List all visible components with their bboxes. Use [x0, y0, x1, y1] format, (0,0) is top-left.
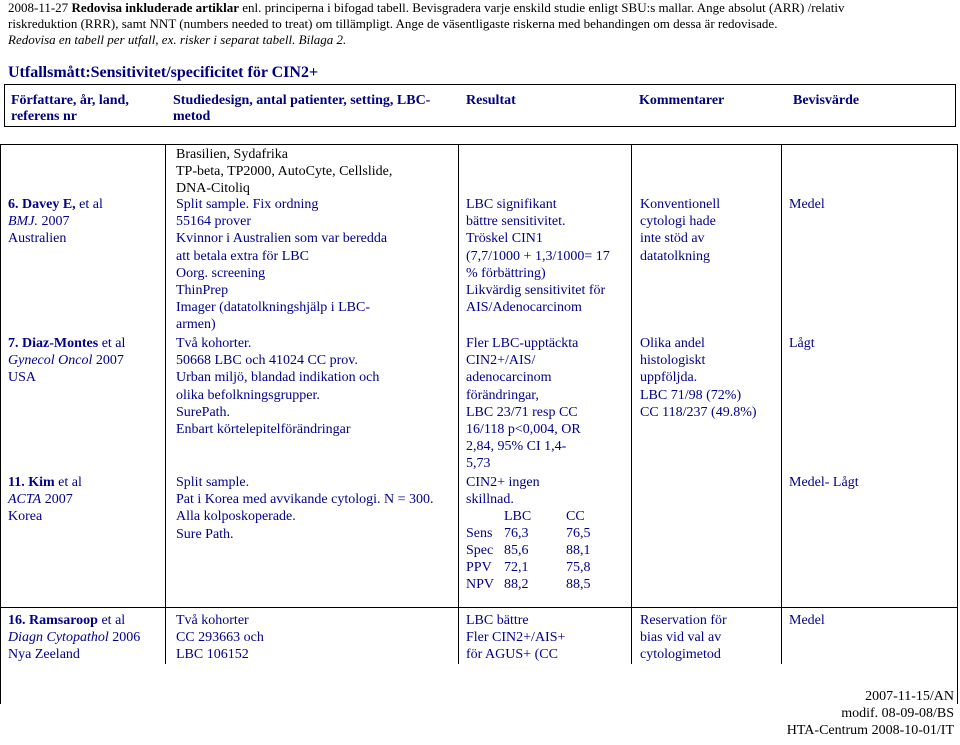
result-line: bättre sensitivitet.: [466, 214, 566, 230]
row-kim-author: [8, 474, 82, 526]
author-etal: et al: [98, 336, 126, 351]
result-line: adenocarcinom: [466, 370, 552, 386]
comment-line: Konventionell: [640, 197, 721, 212]
table-header: [4, 84, 956, 127]
row-davey-evidence: [789, 196, 825, 213]
author-etal: et al: [97, 613, 126, 628]
stats-cell: LBC: [504, 509, 532, 525]
header-comments: Kommentarer: [639, 93, 725, 108]
stats-cell: 88,2: [504, 577, 529, 593]
design-line: Split sample. Fix ordning: [176, 197, 319, 212]
stats-cell: 72,1: [504, 560, 529, 576]
top-design-l1: Brasilien, Sydafrika: [176, 147, 288, 162]
stats-cell: 88,1: [566, 543, 591, 559]
author-journal: BMJ.: [8, 214, 38, 230]
intro-line-3: Redovisa en tabell per utfall, ex. risker i separat tabell. Bilaga 2.: [8, 32, 347, 47]
author-country: Korea: [8, 509, 43, 525]
top-design-l3: DNA-Citoliq: [176, 181, 250, 197]
design-line: Kvinnor i Australien som var beredda: [176, 231, 388, 247]
result-line: för AGUS+ (CC: [466, 647, 558, 663]
row-ramsaroop-evidence: [789, 612, 825, 629]
header-design: [173, 93, 430, 125]
col-border-1: [165, 144, 166, 664]
design-line: armen): [176, 317, 216, 333]
comment-line: bias vid val av: [640, 630, 722, 646]
result-line: CIN2+ ingen: [466, 475, 540, 490]
design-line: 55164 prover: [176, 214, 252, 230]
comment-line: Olika andel: [640, 336, 705, 351]
row-diaz-comments: [640, 335, 757, 421]
result-line: Fler CIN2+/AIS+: [466, 630, 566, 646]
author-journal: Diagn Cytopathol: [8, 630, 109, 646]
stats-cell: NPV: [466, 577, 495, 593]
stats-cell: 76,5: [566, 526, 591, 542]
table-top-border: [0, 144, 958, 145]
header-result: Resultat: [466, 93, 516, 108]
author-country: USA: [8, 370, 37, 386]
row-ramsaroop-result: [466, 612, 565, 664]
header-authors-l2: referens nr: [11, 109, 77, 124]
author-num: 16. Ramsaroop: [8, 613, 98, 628]
col-border-0: [0, 144, 1, 704]
intro-bold: Redovisa inkluderade artiklar: [71, 0, 240, 15]
result-line: förändringar,: [466, 387, 539, 403]
comment-line: CC 118/237 (49.8%): [640, 404, 757, 420]
author-year: 2007: [37, 214, 70, 230]
row-davey-result: [466, 196, 610, 316]
design-line: Pat i Korea med avvikande cytologi. N = 300.: [176, 492, 434, 508]
result-line: Fler LBC-upptäckta: [466, 336, 579, 351]
comment-line: cytologi hade: [640, 214, 716, 230]
author-etal: et al: [75, 197, 103, 212]
author-year: 2006: [108, 630, 141, 646]
intro-line-1: [8, 0, 952, 16]
stats-cell: Sens: [466, 526, 493, 542]
design-line: Två kohorter: [176, 613, 249, 628]
design-line: 50668 LBC och 41024 CC prov.: [176, 353, 358, 369]
intro-date: 2008-11-27: [8, 0, 69, 15]
result-line: 5,73: [466, 456, 491, 472]
footer-line-2: modif. 08-09-08/BS: [841, 706, 954, 721]
stats-cell: 75,8: [566, 560, 591, 576]
author-country: Australien: [8, 231, 67, 247]
row-davey-design: [176, 196, 387, 334]
design-line: Oorg. screening: [176, 265, 266, 281]
result-line: LBC signifikant: [466, 197, 557, 212]
col-border-2: [458, 144, 459, 664]
stats-cell: PPV: [466, 560, 492, 576]
header-design-l1: Studiedesign, antal patienter, setting, LBC-: [173, 93, 431, 108]
comment-line: Reservation för: [640, 613, 727, 628]
result-line: CIN2+/AIS/: [466, 353, 536, 369]
row-ramsaroop-author: [8, 612, 140, 664]
comment-line: LBC 71/98 (72%): [640, 387, 742, 403]
comment-line: uppföljda.: [640, 370, 698, 386]
intro-line-2: riskreduktion (RRR), samt NNT (numbers needed to treat) om tillämpligt. Ange de väsentligaste riskerna med behandingen om dessa är redovisade.: [8, 16, 778, 31]
comment-line: cytologimetod: [640, 647, 721, 663]
author-journal: Gynecol Oncol: [8, 353, 93, 369]
design-line: CC 293663 och: [176, 630, 264, 646]
stats-cell: Spec: [466, 543, 494, 559]
result-line: AIS/Adenocarcinom: [466, 300, 582, 316]
top-design-l2: TP-beta, TP2000, AutoCyte, Cellslide,: [176, 164, 393, 180]
design-line: olika befolkningsgrupper.: [176, 387, 320, 403]
author-etal: et al: [54, 475, 82, 490]
col-border-5: [957, 144, 958, 704]
author-year: 2007: [41, 492, 73, 508]
result-line: 2,84, 95% CI 1,4-: [466, 439, 567, 455]
result-line: Tröskel CIN1: [466, 231, 543, 247]
header-authors-l1: Författare, år, land,: [11, 93, 129, 108]
results-table: [0, 144, 958, 704]
top-design-text: [176, 146, 392, 198]
evidence-value: Medel: [789, 613, 825, 628]
author-journal: ACTA: [8, 492, 42, 508]
col-border-3: [631, 144, 632, 664]
row-kim-design: [176, 474, 434, 543]
footer: [787, 688, 954, 739]
intro-rest: enl. principerna i bifogad tabell. Bevisgradera varje enskild studie enligt SBU:s mallar. Ange absolut (ARR) /relativ: [242, 0, 845, 15]
author-num: 11. Kim: [8, 475, 55, 490]
author-num: 6. Davey E,: [8, 197, 76, 212]
row-border: [0, 607, 958, 608]
row-kim-result: [466, 474, 591, 594]
stats-cell: 88,5: [566, 577, 591, 593]
design-line: Alla kolposkoperade.: [176, 509, 296, 525]
evidence-value: Lågt: [789, 336, 815, 351]
result-line: 16/118 p<0,004, OR: [466, 422, 581, 438]
stats-grid: [466, 508, 591, 594]
row-diaz-author: [8, 335, 125, 387]
comment-line: inte stöd av: [640, 231, 705, 247]
row-diaz-result: [466, 335, 581, 473]
comment-line: datatolkning: [640, 248, 710, 264]
header-evidence: Bevisvärde: [793, 93, 860, 108]
result-line: % förbättring): [466, 265, 546, 281]
intro-text: [8, 0, 952, 48]
design-line: Sure Path.: [176, 526, 234, 542]
row-diaz-design: [176, 335, 379, 438]
design-line: SurePath.: [176, 404, 231, 420]
row-ramsaroop-comments: [640, 612, 727, 664]
footer-line-3: HTA-Centrum 2008-10-01/IT: [786, 723, 954, 738]
result-line: LBC 23/71 resp CC: [466, 404, 578, 420]
header-design-l2: metod: [173, 109, 211, 124]
design-line: Urban miljö, blandad indikation och: [176, 370, 380, 386]
design-line: Enbart körtelepitelförändringar: [176, 422, 351, 438]
evidence-value: Medel- Lågt: [789, 475, 859, 490]
row-davey-comments: [640, 196, 720, 265]
col-border-4: [781, 144, 782, 664]
result-line: (7,7/1000 + 1,3/1000= 17: [466, 248, 610, 264]
result-line: LBC bättre: [466, 613, 529, 628]
stats-cell: CC: [566, 509, 585, 525]
result-line: skillnad.: [466, 492, 514, 508]
design-line: LBC 106152: [176, 647, 249, 663]
row-ramsaroop-design: [176, 612, 264, 664]
comment-line: histologiskt: [640, 353, 706, 369]
design-line: ThinPrep: [176, 283, 229, 299]
stats-cell: 76,3: [504, 526, 529, 542]
design-line: Imager (datatolkningshjälp i LBC-: [176, 300, 371, 316]
author-year: 2007: [92, 353, 124, 369]
result-line: Likvärdig sensitivitet för: [466, 283, 606, 299]
author-num: 7. Diaz-Montes: [8, 336, 99, 351]
row-davey-author: [8, 196, 103, 248]
row-diaz-evidence: [789, 335, 815, 352]
design-line: Två kohorter.: [176, 336, 252, 351]
evidence-value: Medel: [789, 197, 825, 212]
header-authors: [11, 93, 129, 125]
design-line: Split sample.: [176, 475, 250, 490]
section-title: Utfallsmått:Sensitivitet/specificitet för CIN2+: [8, 64, 319, 81]
footer-line-1: 2007-11-15/AN: [865, 689, 954, 704]
stats-cell: 85,6: [504, 543, 529, 559]
author-country: Nya Zeeland: [8, 647, 80, 663]
design-line: att betala extra för LBC: [176, 248, 309, 264]
row-kim-evidence: [789, 474, 859, 491]
